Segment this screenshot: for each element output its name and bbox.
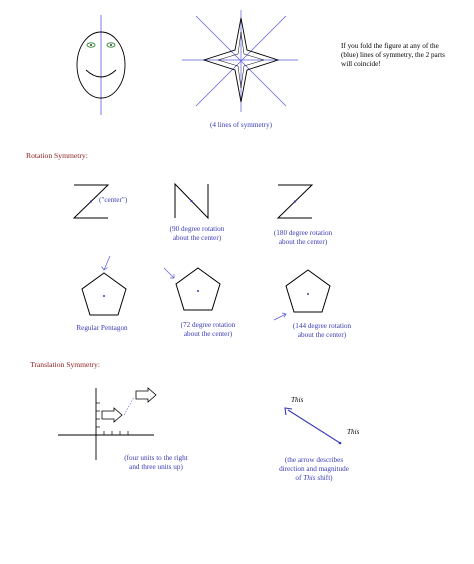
- shifted-block-arrow: [136, 388, 156, 402]
- arrow-caption: (the arrow describes direction and magnitude of This shift): [279, 456, 349, 482]
- fold-note: If you fold the figure at any of the (blue) lines of symmetry, the 2 parts will coincide!: [341, 42, 445, 68]
- pentagon-original: [76, 254, 136, 324]
- regular-pentagon-label: Regular Pentagon: [76, 324, 128, 332]
- shift-dashed-line: [124, 397, 134, 415]
- center-dot: [197, 290, 199, 292]
- rotation-90-caption: (90 degree rotation about the center): [169, 225, 225, 242]
- rotation-72-caption: (72 degree rotation about the center): [180, 321, 236, 338]
- four-lines-caption: (4 lines of symmetry): [209, 121, 273, 129]
- vector-tail-dot: [339, 442, 342, 445]
- rotation-144-caption: (144 degree rotation about the center): [292, 322, 352, 339]
- center-dot: [307, 293, 309, 295]
- rotation-180-caption: (180 degree rotation about the center): [273, 229, 333, 246]
- z-rotated-180: [276, 182, 316, 222]
- word-this-end: This: [347, 428, 360, 436]
- center-dot: [190, 200, 192, 202]
- reference-arrow: [164, 268, 174, 278]
- center-label: ("center"): [99, 196, 128, 204]
- shift-caption: (four units to the right and three units up): [124, 454, 188, 471]
- center-dot: [294, 200, 296, 202]
- coordinate-axes-figure: [54, 385, 164, 465]
- center-dot: [90, 200, 92, 202]
- z-rotated-90: [172, 182, 212, 222]
- smiley-face-figure: [70, 10, 130, 120]
- word-this-start: This: [291, 396, 304, 404]
- four-point-star-figure: [180, 8, 300, 118]
- translation-vector-arrow: [280, 404, 350, 449]
- translation-symmetry-heading: Translation Symmetry:: [30, 360, 100, 369]
- original-block-arrow: [102, 408, 122, 422]
- center-dot: [103, 295, 105, 297]
- rotation-symmetry-heading: Rotation Symmetry:: [26, 151, 88, 160]
